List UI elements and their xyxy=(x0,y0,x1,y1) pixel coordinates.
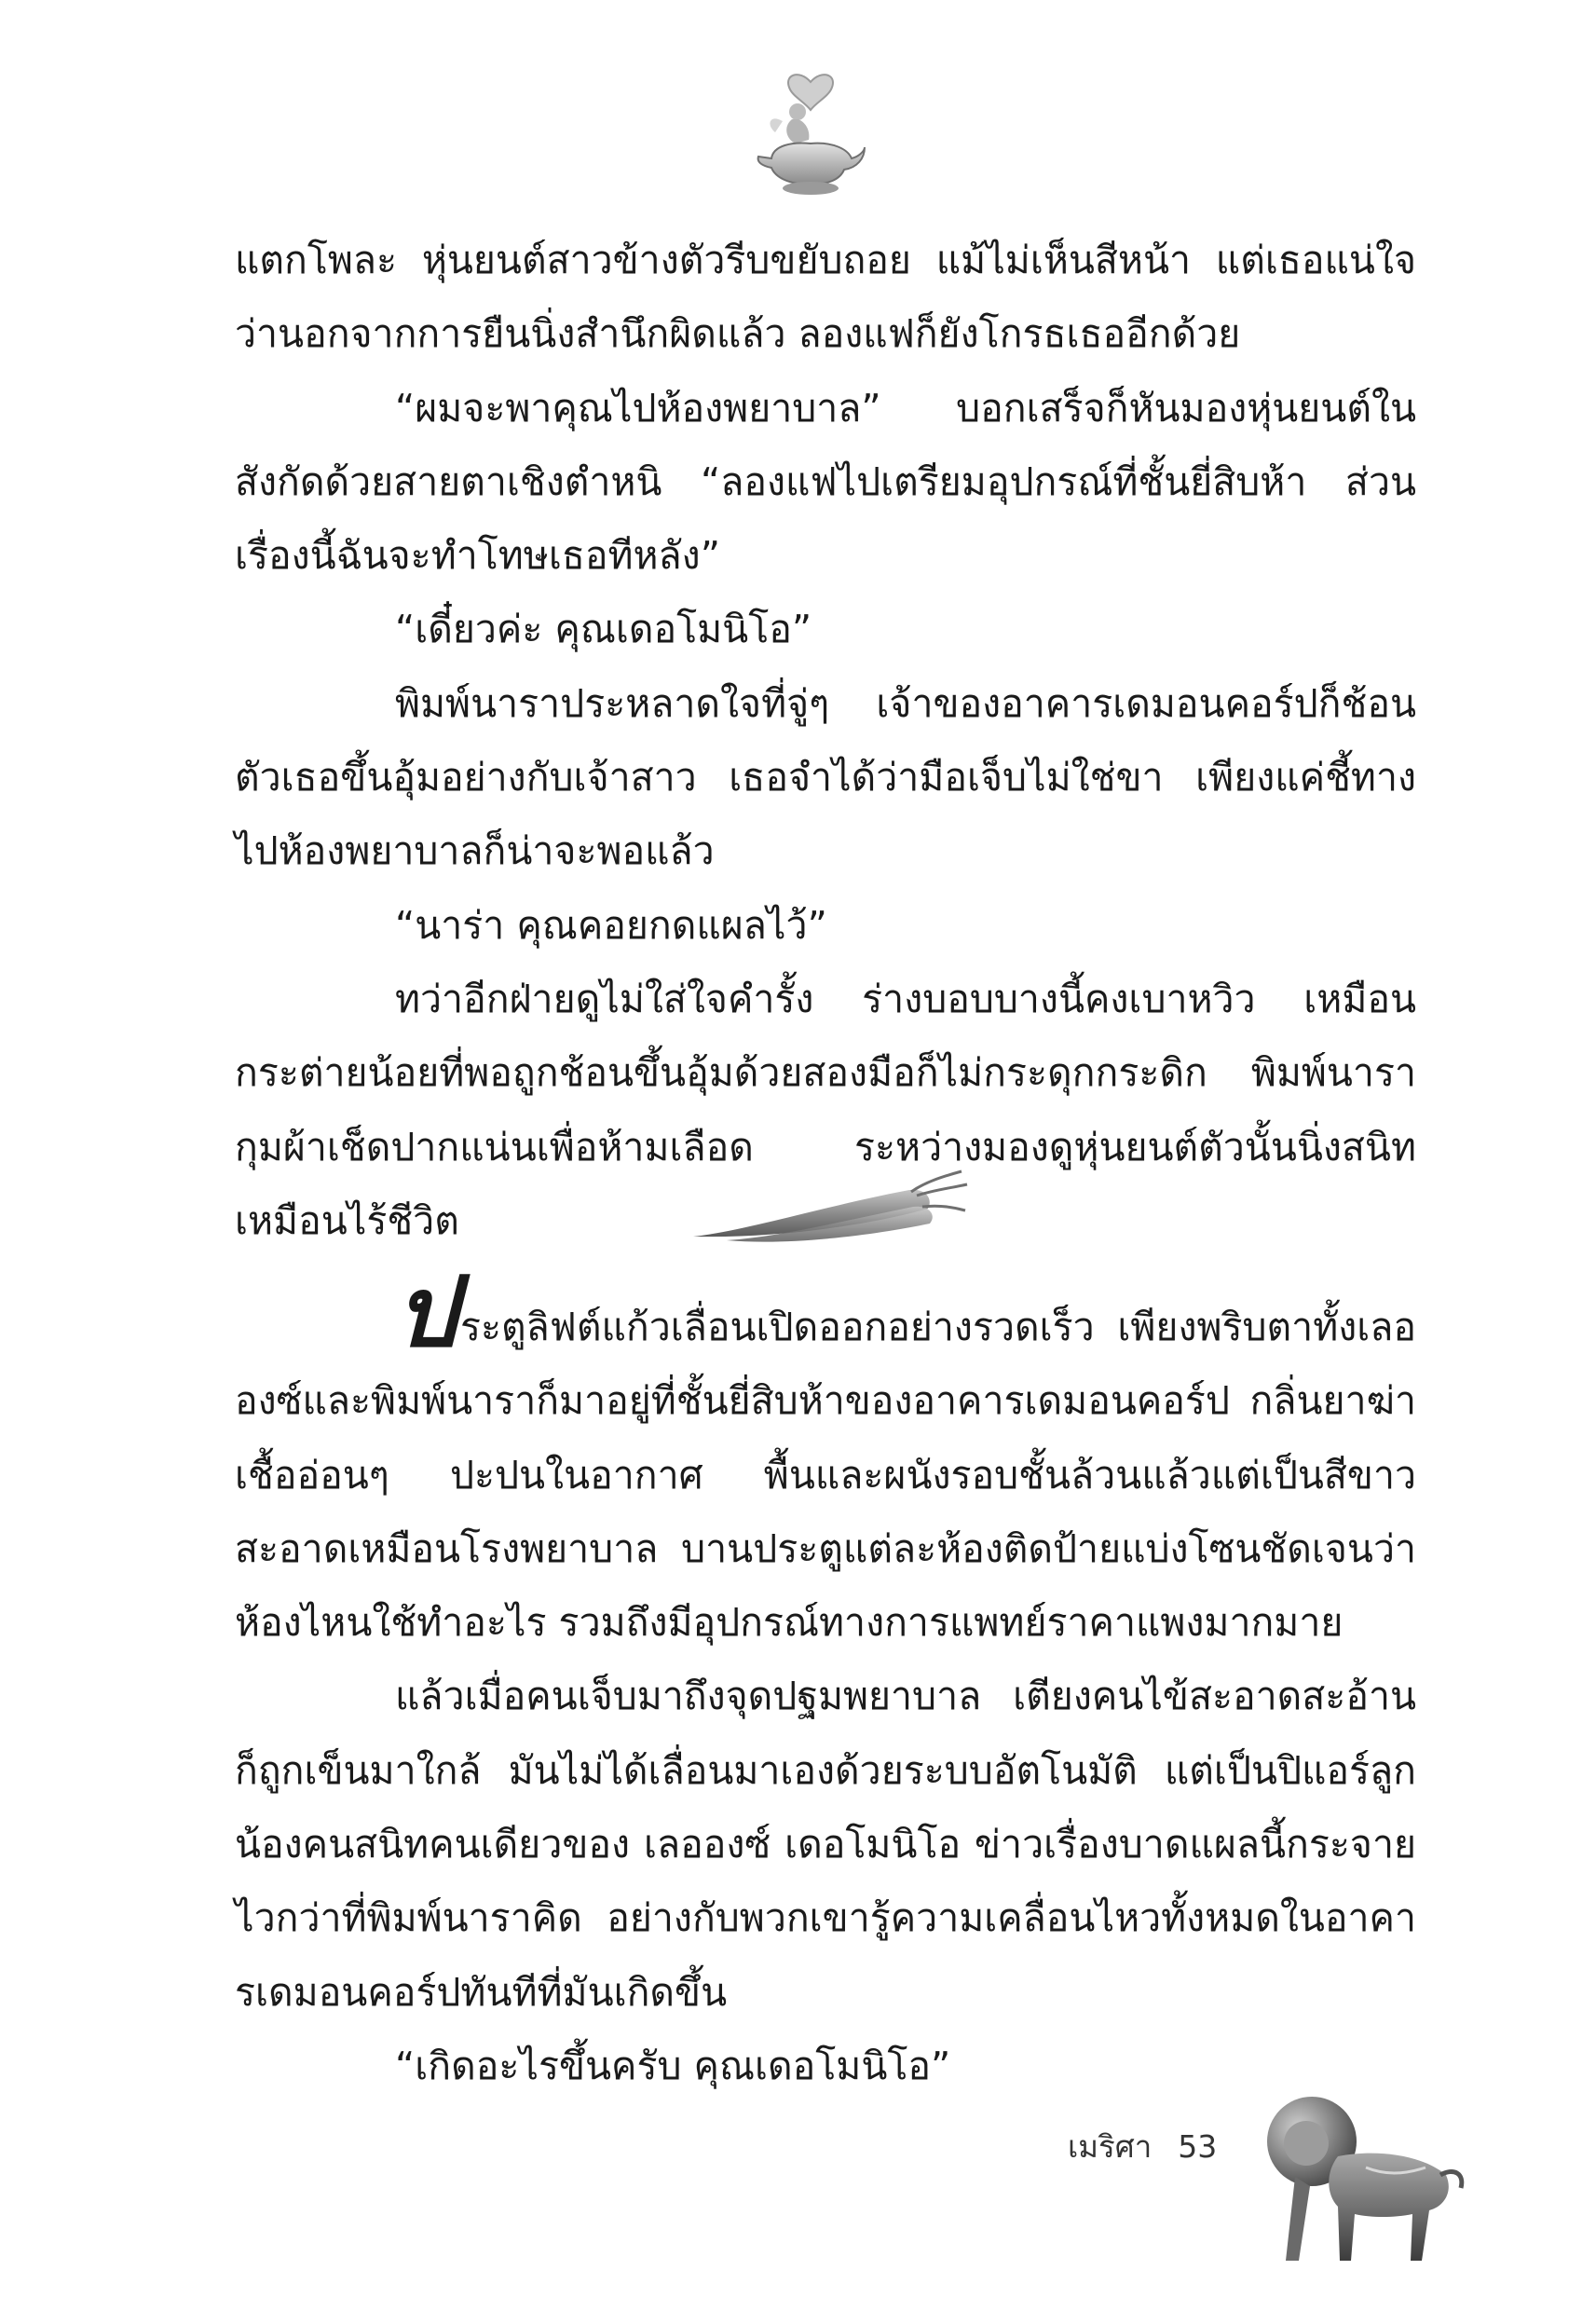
paragraph: แตกโพละ หุ่นยนต์สาวข้างตัวรีบขยับถอย แม้ไม่เห็นสีหน้า แต่เธอแน่ใจว่านอกจากการยืนนิ่งสำนึกผิดแล้ว ลองแฟก็ยังโกรธเธออีกด้วย xyxy=(235,238,1416,357)
paragraph: “ผมจะพาคุณไปห้องพยาบาล” บอกเสร็จก็หันมองหุ่นยนต์ในสังกัดด้วยสายตาเชิงตำหนิ “ลองแฟไปเตรียมอุปกรณ์ที่ชั้นยี่สิบห้า ส่วนเรื่องนี้ฉันจะทำโทษเธอทีหลัง” xyxy=(235,385,1416,579)
paragraph-text: ระตูลิฟต์แก้วเลื่อนเปิดออกอย่างรวดเร็ว เพียงพริบตาทั้งเลอองซ์และพิมพ์นาราก็มาอยู่ที่ชั้นยี่สิบห้าของอาคารเดมอนคอร์ป กลิ่นยาฆ่าเชื้ออ่อนๆ ปะปนในอากาศ พื้นและผนังรอบชั้นล้วนแล้วแต่เป็นสีขาวสะอาดเหมือนโรงพยาบาล บานประตูแต่ละห้องติดป้ายแบ่งโซนชัดเจนว่าห้องไหนใช้ทำอะไร รวมถึงมีอุปกรณ์ทางการแพทย์ราคาแพงมากมาย xyxy=(235,1305,1416,1646)
page-number: 53 xyxy=(1178,2128,1218,2165)
body-text-part-1 xyxy=(235,224,1416,1258)
body-text-part-2 xyxy=(235,1254,1416,2103)
paragraph: พิมพ์นาราประหลาดใจที่จู่ๆ เจ้าของอาคารเดมอนคอร์ปก็ช้อนตัวเธอขึ้นอุ้มอย่างกับเจ้าสาว เธอจำได้ว่ามือเจ็บไม่ใช่ขา เพียงแค่ชี้ทางไปห้องพยาบาลก็น่าจะพอแล้ว xyxy=(235,680,1416,874)
paragraph: ทว่าอีกฝ่ายดูไม่ใส่ใจคำรั้ง ร่างบอบบางนี้คงเบาหวิว เหมือนกระต่ายน้อยที่พอถูกช้อนขึ้นอุ้มด้วยสองมือก็ไม่กระดุกกระดิก พิมพ์นารากุมผ้าเช็ดปากแน่นเพื่อห้ามเลือด ระหว่างมองดูหุ่นยนต์ตัวนั้นนิ่งสนิทเหมือนไร้ชีวิต xyxy=(235,976,1416,1243)
drop-cap: ป xyxy=(395,1254,457,1369)
paragraph xyxy=(235,1254,1416,1660)
paragraph: “เดี๋ยวค่ะ คุณเดอโมนิโอ” xyxy=(395,607,812,652)
page-footer xyxy=(1068,2128,1217,2166)
paragraph: “นาร่า คุณคอยกดแผลไว้” xyxy=(395,902,827,948)
carrot-icon xyxy=(689,1169,969,1249)
lion-icon xyxy=(1254,2084,1468,2270)
author-name: เมริศา xyxy=(1068,2128,1153,2165)
paragraph: แล้วเมื่อคนเจ็บมาถึงจุดปฐมพยาบาล เตียงคนไข้สะอาดสะอ้านก็ถูกเข็นมาใกล้ มันไม่ได้เลื่อนมาเองด้วยระบบอัตโนมัติ แต่เป็นปิแอร์ลูกน้องคนสนิทคนเดียวของ เลอองซ์ เดอโมนิโอ ข่าวเรื่องบาดแผลนี้กระจายไวกว่าที่พิมพ์นาราคิด อย่างกับพวกเขารู้ความเคลื่อนไหวทั้งหมดในอาคารเดมอนคอร์ปทันทีที่มันเกิดขึ้น xyxy=(235,1674,1416,2015)
cupid-lamp-icon xyxy=(755,65,866,205)
paragraph: “เกิดอะไรขึ้นครับ คุณเดอโมนิโอ” xyxy=(395,2043,951,2088)
